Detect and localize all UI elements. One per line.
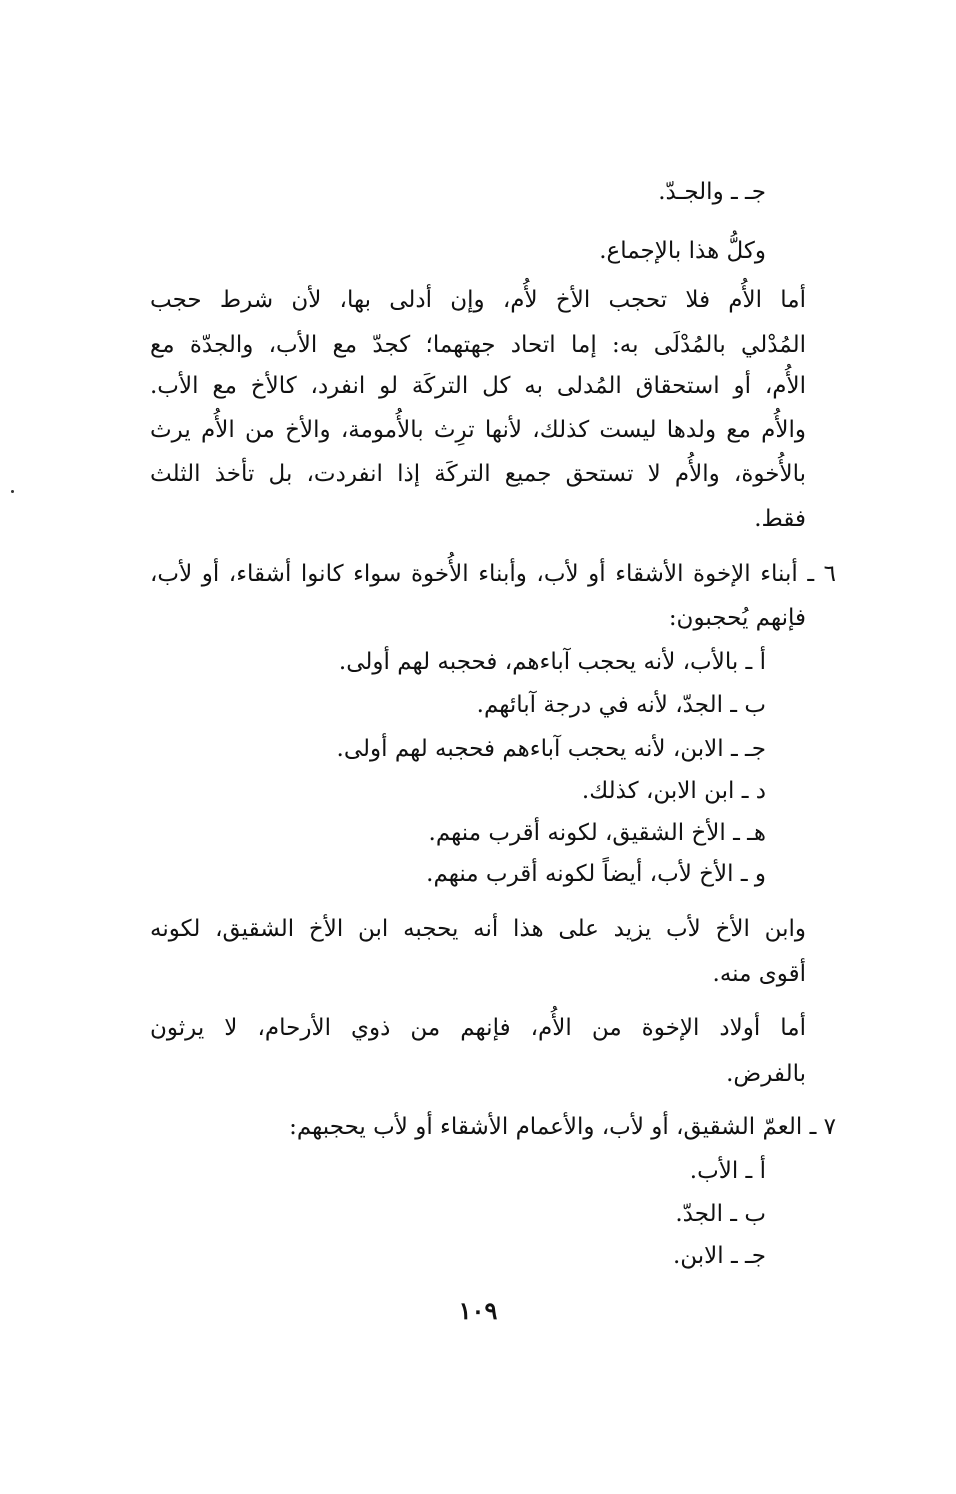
section-heading-6: ٦ ـ أبناء الإخوة الأشقاء أو لأب، وأبناء الأُخوة سواء كانوا أشقاء، أو لأب، (150, 561, 836, 587)
list-item: أ ـ الأب. (689, 1158, 766, 1184)
text-line: أقوى منه. (712, 961, 806, 987)
text-line: بالأُخوة، والأُم لا تستحق جميع التركَة إذا انفردت، بل تأخذ الثلث (150, 461, 806, 487)
text-line: والأُم مع ولدها ليست كذلك، لأنها ترِث بالأُمومة، والأخ من الأُم يرث (150, 417, 806, 443)
text-line: أما الأُم فلا تحجب الأخ لأُم، وإن أدلى بها، لأن شرط حجب (150, 287, 806, 313)
list-item: ب ـ الجدّ، لأنه في درجة آبائهم. (476, 692, 766, 718)
text-line: بالفرض. (726, 1061, 806, 1087)
text-line: وكلُّ هذا بالإجماع. (599, 238, 766, 264)
text-line: جـ ـ والجـدّ. (658, 179, 766, 205)
list-item: جـ ـ الابن، لأنه يحجب آباءهم فحجبه لهم أولى. (336, 736, 766, 762)
scan-speck (11, 490, 14, 493)
text-line: وابن الأخ لأب يزيد على هذا أنه يحجبه ابن الأخ الشقيق، لكونه (150, 916, 806, 942)
text-line: المُدْلي بالمُدْلَى به: إما اتحاد جهتهما؛ كجدّ مع الأب، والجدّة مع (150, 332, 806, 358)
text-line: الأُم، أو استحقاق المُدلى به كل التركَة لو انفرد، كالأخ مع الأب. (150, 373, 806, 399)
text-line: فقط. (754, 506, 806, 532)
text-line: أما أولاد الإخوة من الأُم، فإنهم من ذوي الأرحام، لا يرثون (150, 1015, 806, 1041)
list-item: أ ـ بالأب، لأنه يحجب آباءهم، فحجبه لهم أولى. (338, 649, 766, 675)
list-item: جـ ـ الابن. (672, 1243, 766, 1269)
list-item: هـ ـ الأخ الشقيق، لكونه أقرب منهم. (428, 820, 766, 846)
text-line: فإنهم يُحجبون: (668, 605, 806, 631)
list-item: ب ـ الجدّ. (675, 1201, 766, 1227)
section-heading-7: ٧ ـ العمّ الشقيق، أو لأب، والأعمام الأشقاء أو لأب يحجبهم: (289, 1114, 836, 1140)
list-item: و ـ الأخ لأب، أيضاً لكونه أقرب منهم. (426, 861, 766, 887)
list-item: د ـ ابن الابن، كذلك. (581, 778, 766, 804)
page-number: ١٠٩ (458, 1296, 498, 1325)
